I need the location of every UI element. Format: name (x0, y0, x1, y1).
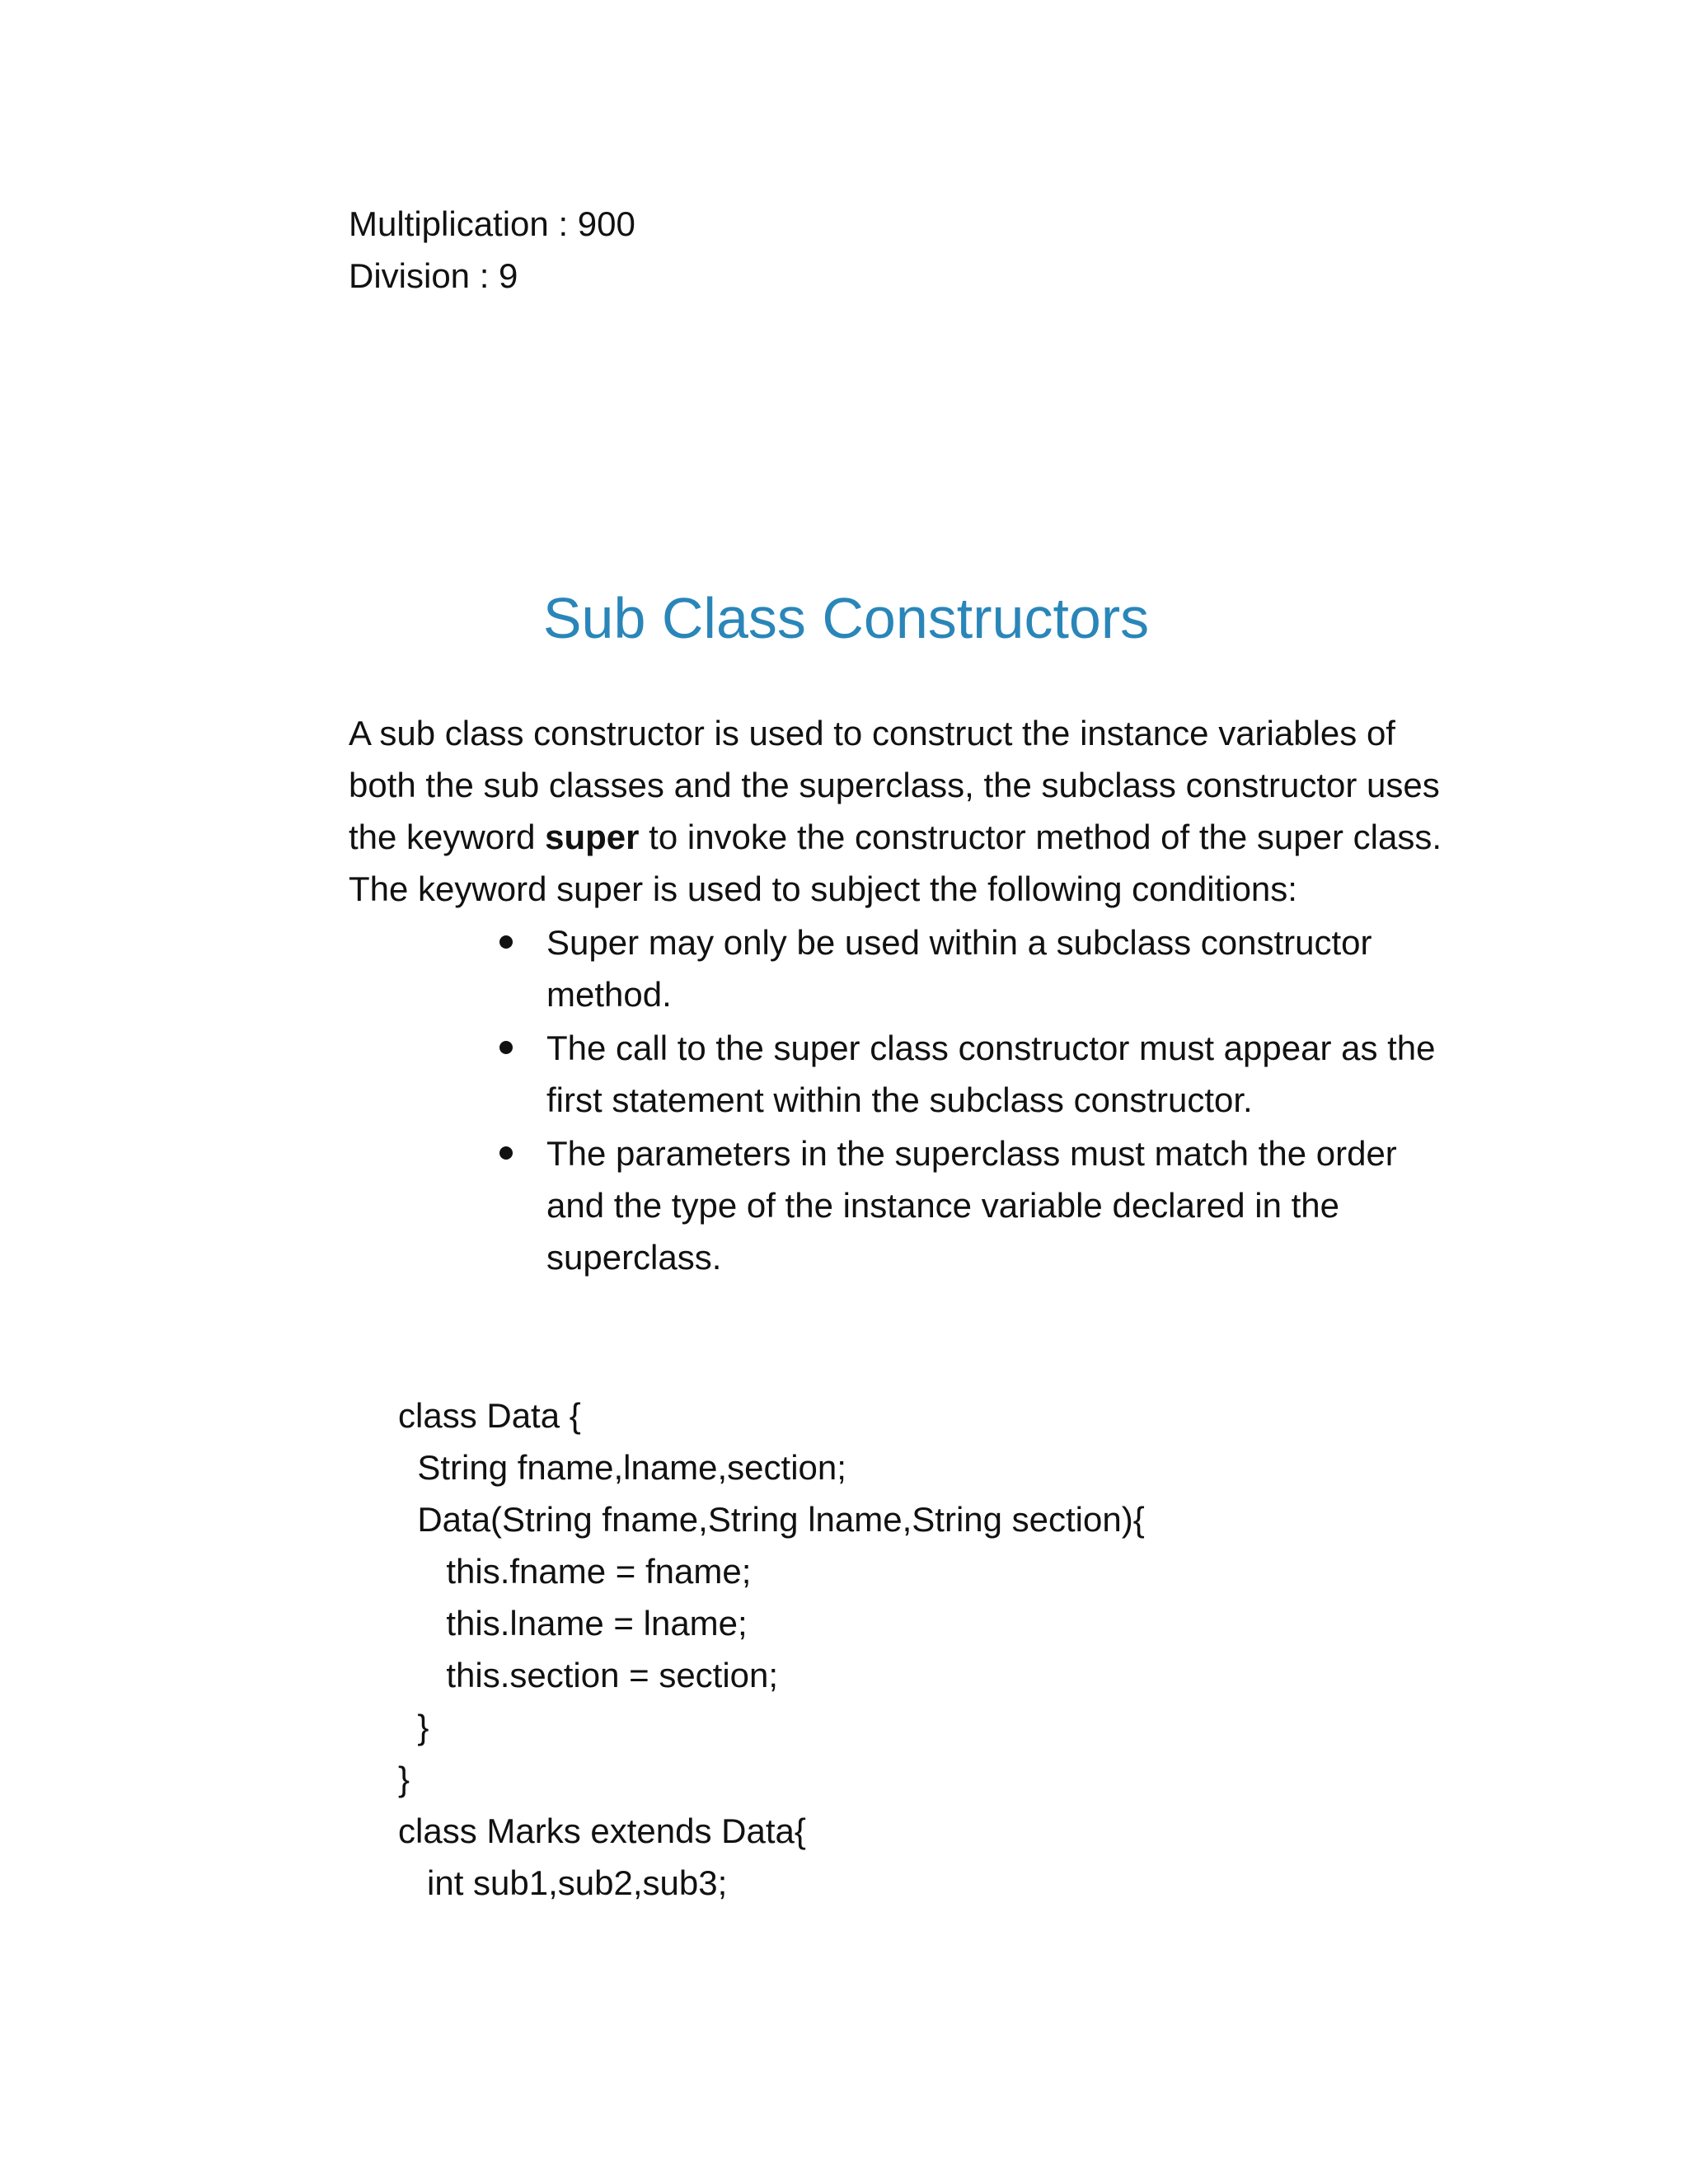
list-item-text: method. (546, 975, 672, 1014)
list-item-text: The call to the super class constructor must appear as the (546, 1029, 1436, 1067)
code-line: this.fname = fname; (398, 1552, 752, 1591)
intro-line: The keyword super is used to subject the following conditions: (349, 869, 1297, 908)
list-item (491, 916, 1480, 1020)
conditions-list (491, 916, 1480, 1285)
output-line-multiplication: Multiplication : 900 (349, 204, 635, 243)
code-sample (398, 1390, 1145, 1909)
intro-line: A sub class constructor is used to construct the instance variables of (349, 714, 1395, 752)
intro-text: to invoke the constructor method of the super class. (639, 818, 1442, 856)
code-line: Data(String fname,String lname,String section){ (398, 1500, 1145, 1539)
bullet-icon (499, 935, 513, 949)
list-item-text: and the type of the instance variable declared in the (546, 1186, 1339, 1225)
bullet-icon (499, 1041, 513, 1054)
intro-line: both the sub classes and the superclass, the subclass constructor uses (349, 766, 1440, 804)
code-line: int sub1,sub2,sub3; (398, 1863, 728, 1902)
code-line: String fname,lname,section; (398, 1448, 846, 1487)
intro-paragraph (349, 707, 1503, 915)
intro-line (349, 811, 1503, 863)
list-item-text: The parameters in the superclass must match the order (546, 1134, 1397, 1173)
section-heading: Sub Class Constructors (542, 586, 1150, 650)
code-line: class Marks extends Data{ (398, 1811, 806, 1850)
code-line: class Data { (398, 1396, 581, 1435)
output-line-division: Division : 9 (349, 256, 518, 295)
code-line: this.section = section; (398, 1656, 779, 1694)
list-item-text: Super may only be used within a subclass constructor (546, 923, 1372, 962)
code-line: } (398, 1708, 429, 1746)
bullet-icon (499, 1146, 513, 1160)
code-line: } (398, 1760, 410, 1798)
code-line: this.lname = lname; (398, 1604, 748, 1643)
program-output (349, 198, 635, 302)
list-item (491, 1022, 1480, 1126)
keyword-super: super (545, 818, 640, 856)
list-item-text: first statement within the subclass constructor. (546, 1080, 1253, 1119)
intro-text: the keyword (349, 818, 546, 856)
list-item-text: superclass. (546, 1238, 722, 1277)
list-item (491, 1127, 1480, 1283)
